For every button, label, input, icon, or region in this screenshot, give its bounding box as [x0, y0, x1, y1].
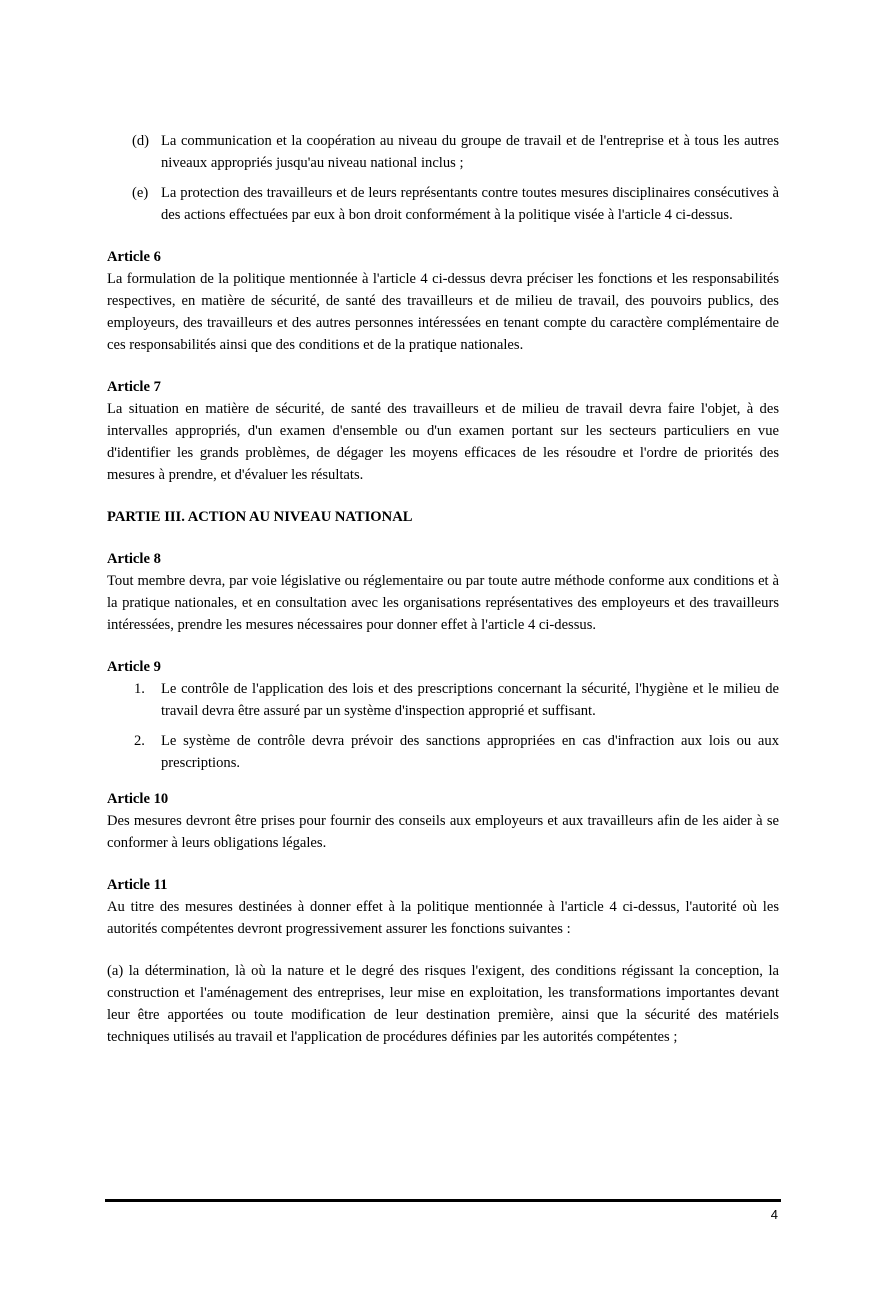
article-text: Des mesures devront être prises pour fournir des conseils aux employeurs et aux travailleurs afin de les aider à se conformer à leurs obligations légales.	[107, 813, 779, 851]
list-item-1	[107, 678, 779, 722]
article-7	[107, 376, 779, 486]
list-item-text: La communication et la coopération au niveau du groupe de travail et de l'entreprise et à tous les autres niveaux appropriés jusqu'au niveau national inclus ;	[161, 133, 779, 171]
article-text: Tout membre devra, par voie législative ou réglementaire ou par toute autre méthode conforme aux conditions et à la pratique nationales, et en consultation avec les organisations représentatives des employeurs et des travailleurs intéressées, prendre les mesures nécessaires pour donner effet à l'article 4 ci-dessus.	[107, 573, 779, 633]
article-text: La situation en matière de sécurité, de santé des travailleurs et de milieu de travail devra faire l'objet, à des intervalles appropriés, d'un examen d'ensemble ou d'un examen portant sur les secteurs particuliers en vue d'identifier les grands problèmes, de dégager les moyens efficaces de les résoudre et l'ordre de priorités des mesures à prendre, et d'évaluer les résultats.	[107, 401, 779, 483]
part-heading: PARTIE III. ACTION AU NIVEAU NATIONAL	[107, 509, 413, 525]
list-marker: 2.	[134, 733, 145, 749]
article-heading: Article 8	[107, 551, 161, 567]
article-8	[107, 548, 779, 636]
footer-divider	[105, 1199, 781, 1202]
list-item-text: Le contrôle de l'application des lois et des prescriptions concernant la sécurité, l'hygiène et le milieu de travail devra être assuré par un système d'inspection approprié et suffisant.	[161, 681, 779, 719]
article-item-a: (a) la détermination, là où la nature et le degré des risques l'exigent, des conditions régissant la conception, la construction et l'aménagement des entreprises, leur mise en exploitation, les transformations importantes devant leur être apportées ou toute modification de leur destination première, ainsi que la sécurité des matériels techniques utilisés au travail et l'application de procédures définies par les autorités compétentes ;	[107, 963, 779, 1045]
list-item-2	[107, 730, 779, 774]
article-heading: Article 10	[107, 791, 169, 807]
article-heading: Article 7	[107, 379, 161, 395]
list-item-text: Le système de contrôle devra prévoir des sanctions appropriées en cas d'infraction aux lois ou aux prescriptions.	[161, 733, 779, 771]
part-3	[107, 506, 779, 528]
page-number: 4	[770, 1207, 778, 1222]
list-marker: (d)	[132, 133, 150, 149]
article-9	[107, 656, 779, 774]
article-11	[107, 874, 779, 1048]
list-marker: 1.	[134, 681, 145, 697]
article-text: Au titre des mesures destinées à donner effet à la politique mentionnée à l'article 4 ci-dessus, l'autorité où les autorités compétentes devront progressivement assurer les fonctions suivantes :	[107, 899, 779, 937]
article-heading: Article 9	[107, 659, 161, 675]
document-body	[107, 130, 779, 1048]
list-item-e	[107, 182, 779, 226]
list-item-text: La protection des travailleurs et de leurs représentants contre toutes mesures disciplinaires consécutives à des actions effectuées par eux à bon droit conformément à la politique visée à l'article 4 ci-dessus.	[161, 185, 779, 223]
article-6	[107, 246, 779, 356]
list-item-d	[107, 130, 779, 174]
list-marker: (e)	[132, 185, 149, 201]
article-text: La formulation de la politique mentionnée à l'article 4 ci-dessus devra préciser les fonctions et les responsabilités respectives, en matière de sécurité, de santé des travailleurs et de milieu de travail, des pouvoirs publics, des employeurs, des travailleurs et des autres personnes intéressées en tenant compte du caractère complémentaire de ces responsabilités ainsi que des conditions et de la pratique nationales.	[107, 271, 779, 353]
article-10	[107, 788, 779, 854]
article-heading: Article 11	[107, 877, 168, 893]
article-heading: Article 6	[107, 249, 161, 265]
